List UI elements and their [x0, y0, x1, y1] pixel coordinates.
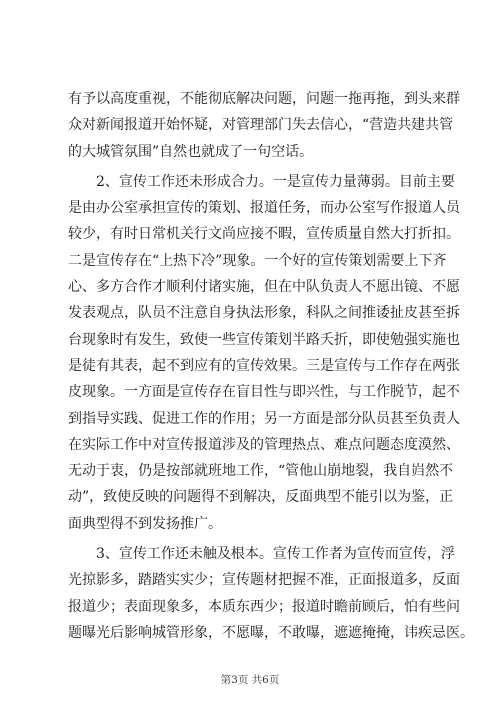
- text-line: 的大城管氛围”自然也就成了一句空话。: [68, 143, 314, 160]
- paragraph-1: [68, 86, 460, 165]
- body-text: [68, 86, 474, 650]
- text-line: 动”，致使反映的问题得不到解决，反面典型不能引以为鉴，正: [68, 489, 454, 506]
- text-line: 有予以高度重视，不能彻底解决问题，问题一拖再拖，到头来群: [68, 91, 460, 107]
- text-line: 题曝光后影响城管形象，不愿曝，不敢曝，遮遮掩掩，讳疾忌医。: [68, 624, 474, 641]
- page-number-footer: 第3页 共6页: [220, 674, 280, 686]
- text-line: 报道少；表面现象多，本质东西少；报道时瞻前顾后，怕有些问: [68, 598, 460, 615]
- text-line: 2、宣传工作还未形成合力。一是宣传力量薄弱。目前主要: [96, 173, 455, 190]
- paragraph-3: [68, 541, 474, 646]
- text-line: 面典型得不到发扬推广。: [68, 515, 222, 532]
- paragraph-2: [68, 169, 460, 537]
- text-line: 心、多方合作才顺利付诸实施，但在中队负责人不愿出镜、不愿: [68, 279, 460, 296]
- text-line: 到指导实践、促进工作的作用；另一方面是部分队员甚至负责人: [68, 410, 460, 427]
- text-line: 是由办公室承担宣传的策划、报道任务，而办公室写作报道人员: [68, 200, 460, 217]
- text-line: 众对新闻报道开始怀疑，对管理部门失去信心，“营造共建共管: [68, 117, 454, 134]
- text-line: 无动于衷，仍是按部就班地工作，“管他山崩地裂，我自岿然不: [68, 463, 454, 480]
- text-line: 在实际工作中对宣传报道涉及的管理热点、难点问题态度漠然、: [68, 436, 460, 453]
- text-line: 发表观点，队员不注意自身执法形象，科队之间推诿扯皮甚至拆: [68, 305, 460, 322]
- text-line: 3、宣传工作还未触及根本。宣传工作者为宣传而宣传，浮: [96, 546, 455, 563]
- text-line: 皮现象。一方面是宣传存在盲目性与即兴性，与工作脱节，起不: [68, 384, 460, 401]
- text-line: 台现象时有发生，致使一些宣传策划半路夭折，即使勉强实施也: [68, 331, 460, 348]
- text-line: 二是宣传存在“上热下冷”现象。一个好的宣传策划需要上下齐: [68, 252, 447, 269]
- text-line: 光掠影多，踏踏实实少；宣传题材把握不准，正面报道多，反面: [68, 572, 460, 589]
- text-line: 较少，有时日常机关行文尚应接不暇，宣传质量自然大打折扣。: [68, 226, 460, 243]
- text-line: 是徒有其表，起不到应有的宣传效果。三是宣传与工作存在两张: [68, 357, 460, 374]
